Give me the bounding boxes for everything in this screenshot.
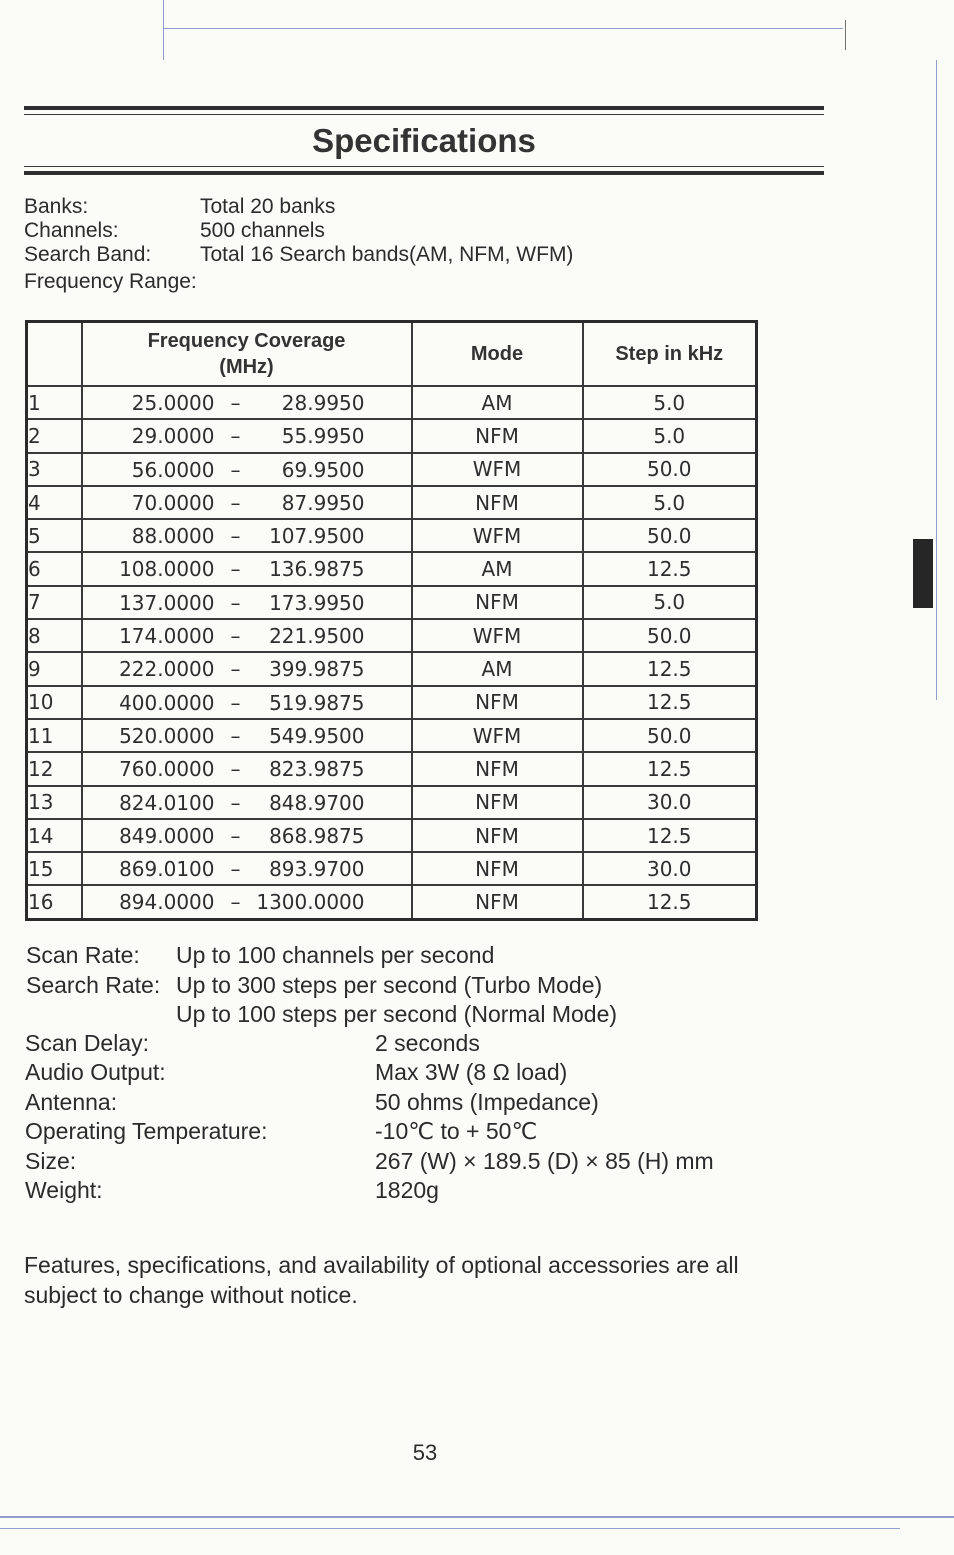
table-row [27,519,757,552]
row-index: 7 [27,586,82,619]
mode-cell: NFM [412,419,583,452]
page-number: 53 [412,1440,438,1465]
mode-cell: NFM [412,686,583,719]
scan-rate-label: Scan Rate: [26,942,140,968]
table-row [27,686,757,719]
pen-mark-top-horizontal [163,28,843,29]
detail-value: 267 (W) × 189.5 (D) × 85 (H) mm [375,1148,714,1174]
frequency-range-cell [82,486,412,519]
frequency-to: 221.9500 [269,624,365,649]
spec-label: Frequency Range: [24,270,197,293]
frequency-to: 69.9500 [281,457,365,482]
frequency-range-cell [82,686,412,719]
range-dash: – [230,857,241,882]
mode-cell: AM [412,386,583,419]
detail-label: Audio Output: [25,1059,166,1085]
frequency-to: 173.9950 [269,590,365,615]
title-rule-bottom [24,171,824,175]
mode-cell: NFM [412,486,583,519]
frequency-to: 1300.0000 [256,890,365,915]
pen-mark-top-vertical [163,0,164,60]
row-index: 2 [27,419,82,452]
detail-scan-delay [25,1029,480,1057]
frequency-range-cell [82,819,412,852]
step-cell: 12.5 [583,885,757,919]
table-row [27,752,757,785]
step-cell: 5.0 [583,386,757,419]
spec-value: Total 20 banks [200,195,336,218]
range-dash: – [230,690,241,715]
row-index: 1 [27,386,82,419]
frequency-range-cell [82,552,412,585]
frequency-from: 869.0100 [119,857,215,882]
mode-cell: WFM [412,453,583,486]
range-dash: – [230,823,241,848]
detail-label: Operating Temperature: [25,1118,268,1144]
range-dash: – [230,757,241,782]
detail-value: -10℃ to + 50℃ [375,1118,538,1144]
row-index: 15 [27,852,82,885]
range-dash: – [230,657,241,682]
frequency-range-cell [82,586,412,619]
frequency-range-cell [82,852,412,885]
frequency-range-cell [82,885,412,919]
row-index: 14 [27,819,82,852]
table-row [27,652,757,685]
range-dash: – [230,624,241,649]
step-cell: 30.0 [583,852,757,885]
mode-cell: WFM [412,619,583,652]
row-index: 4 [27,486,82,519]
pen-mark-bottom-1 [0,1516,954,1518]
spec-search-band [24,243,573,267]
table-row [27,619,757,652]
title-rule-bottom-thin [24,166,824,167]
mode-cell: NFM [412,852,583,885]
scan-rate-value: Up to 100 channels per second [176,942,495,968]
row-index: 8 [27,619,82,652]
row-index: 12 [27,752,82,785]
row-index: 3 [27,453,82,486]
frequency-from: 137.0000 [119,590,215,615]
frequency-range-cell [82,719,412,752]
mode-cell: NFM [412,586,583,619]
detail-size [25,1147,714,1175]
row-index: 13 [27,786,82,819]
table-row [27,453,757,486]
detail-value: Max 3W (8 Ω load) [375,1059,568,1085]
scan-rate [26,941,494,969]
spec-channels [24,219,325,243]
detail-audio-output [25,1058,567,1086]
step-cell: 5.0 [583,486,757,519]
frequency-from: 29.0000 [131,424,215,449]
frequency-from: 174.0000 [119,624,215,649]
range-dash: – [230,723,241,748]
table-row [27,552,757,585]
step-cell: 12.5 [583,686,757,719]
frequency-from: 760.0000 [119,757,215,782]
frequency-from: 400.0000 [119,690,215,715]
page-title: Specifications [312,122,536,159]
pen-mark-bottom-2 [0,1528,900,1529]
thumb-index-tab [913,539,933,608]
mode-cell: WFM [412,719,583,752]
pen-mark-top-right [845,20,846,50]
spec-banks [24,195,335,219]
frequency-from: 108.0000 [119,557,215,582]
search-rate-value-1: Up to 300 steps per second (Turbo Mode) [176,972,603,998]
frequency-range-cell [82,752,412,785]
frequency-range-cell [82,386,412,419]
table-row [27,819,757,852]
step-cell: 12.5 [583,752,757,785]
range-dash: – [230,490,241,515]
frequency-range-cell [82,786,412,819]
table-row [27,419,757,452]
mode-cell: AM [412,552,583,585]
frequency-from: 849.0000 [119,823,215,848]
mode-cell: NFM [412,885,583,919]
step-cell: 50.0 [583,453,757,486]
range-dash: – [230,890,241,915]
table-row [27,852,757,885]
table-row [27,486,757,519]
frequency-range-cell [82,453,412,486]
detail-label: Weight: [25,1177,103,1203]
detail-label: Scan Delay: [25,1030,150,1056]
table-row [27,719,757,752]
mode-cell: AM [412,652,583,685]
table-header-row [27,322,757,387]
header-frequency-line1: Frequency Coverage [147,330,346,352]
range-dash: – [230,590,241,615]
frequency-from: 70.0000 [131,490,215,515]
range-dash: – [230,424,241,449]
step-cell: 12.5 [583,652,757,685]
row-index: 11 [27,719,82,752]
spec-value: 500 channels [200,219,325,242]
detail-value: 2 seconds [375,1030,480,1056]
frequency-to: 136.9875 [269,557,365,582]
frequency-from: 25.0000 [131,391,215,415]
search-rate-label: Search Rate: [26,972,161,998]
detail-weight [25,1176,439,1204]
search-rate-value-2: Up to 100 steps per second (Normal Mode) [176,1001,618,1027]
step-cell: 5.0 [583,419,757,452]
frequency-from: 56.0000 [131,457,215,482]
frequency-range-cell [82,519,412,552]
row-index: 10 [27,686,82,719]
range-dash: – [230,557,241,582]
disclaimer-note: Features, specifications, and availability of optional accessories are all subject to change without notice. [24,1252,739,1308]
frequency-to: 399.9875 [269,657,365,682]
step-cell: 50.0 [583,619,757,652]
row-index: 6 [27,552,82,585]
title-rule-top [24,106,824,110]
table-row [27,885,757,919]
mode-cell: NFM [412,752,583,785]
frequency-to: 55.9950 [281,424,365,449]
step-cell: 30.0 [583,786,757,819]
step-cell: 50.0 [583,719,757,752]
header-frequency [82,322,412,387]
frequency-to: 549.9500 [269,723,365,748]
table-row [27,386,757,419]
title-rule-top-thin [24,114,824,115]
frequency-to: 519.9875 [269,690,365,715]
range-dash: – [230,790,241,815]
detail-label: Antenna: [25,1089,118,1115]
frequency-range-cell [82,652,412,685]
range-dash: – [230,391,241,415]
row-index: 5 [27,519,82,552]
spec-label: Search Band: [24,243,152,266]
frequency-to: 893.9700 [269,857,365,882]
step-cell: 50.0 [583,519,757,552]
row-index: 16 [27,885,82,919]
spec-label: Banks: [24,195,89,218]
detail-antenna [25,1088,599,1116]
detail-value: 50 ohms (Impedance) [375,1089,599,1115]
frequency-from: 88.0000 [131,524,215,549]
header-index [27,322,82,387]
mode-cell: WFM [412,519,583,552]
step-cell: 12.5 [583,819,757,852]
frequency-to: 107.9500 [269,524,365,549]
range-dash: – [230,524,241,549]
row-index: 9 [27,652,82,685]
frequency-from: 222.0000 [119,657,215,682]
step-cell: 12.5 [583,552,757,585]
header-step: Step in kHz [583,322,757,387]
range-dash: – [230,457,241,482]
header-mode: Mode [412,322,583,387]
frequency-from: 894.0000 [119,890,215,915]
frequency-to: 28.9950 [281,391,365,415]
detail-operating-temperature [25,1117,537,1145]
frequency-range-cell [82,419,412,452]
pen-mark-right-vertical [936,60,937,700]
search-rate-normal [176,1000,617,1028]
mode-cell: NFM [412,819,583,852]
spec-value: Total 16 Search bands(AM, NFM, WFM) [200,243,574,266]
frequency-to: 868.9875 [269,823,365,848]
spec-label: Channels: [24,219,119,242]
table-row [27,786,757,819]
search-rate [26,971,602,999]
frequency-from: 520.0000 [119,723,215,748]
spec-frequency-range [24,270,197,294]
table-row [27,586,757,619]
detail-value: 1820g [375,1177,439,1203]
frequency-to: 848.9700 [269,790,365,815]
step-cell: 5.0 [583,586,757,619]
header-frequency-line2: (MHz) [219,356,274,378]
frequency-from: 824.0100 [119,790,215,815]
frequency-to: 87.9950 [281,490,365,515]
frequency-table [25,320,758,921]
mode-cell: NFM [412,786,583,819]
frequency-range-cell [82,619,412,652]
detail-label: Size: [25,1148,77,1174]
frequency-to: 823.9875 [269,757,365,782]
